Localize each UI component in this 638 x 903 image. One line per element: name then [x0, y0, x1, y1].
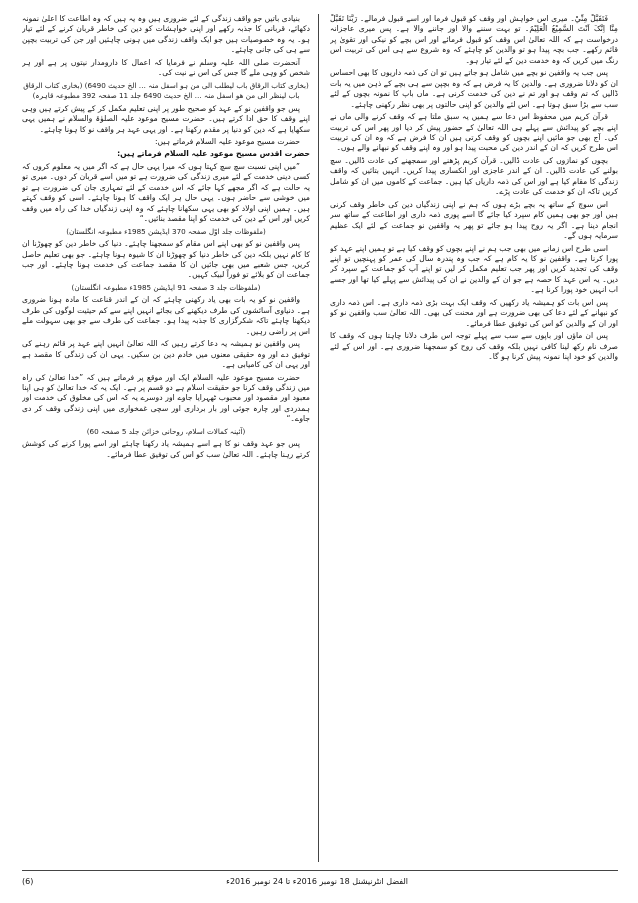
paragraph: قرآن کریم میں محفوظ اس دعا سے ہمیں یہ سبق ملتا ہے کہ وقف کرنے والی ماں نے اپنے بچے کو پیدائش سے پہلے ہی اللہ تعالیٰ کے حضور پیش کر دیا اور پھر اس کی تربیت کی۔ آج بھی جو مائیں اپنے بچوں کو وقف کرتی ہیں ان کا فرض ہے کہ وہ ان کی تربیت اس طرح کریں کہ ان کے اندر دین کی محبت پیدا ہو اور وہ اپنے وقف کو نبھانے والے ہوں۔ [330, 112, 618, 153]
right-column [330, 14, 618, 862]
paragraph: پس واقفین نو ہمیشہ یہ دعا کرتے رہیں کہ اللہ تعالیٰ انہیں اپنے عہد پر قائم رہنے کی توفیق دے اور وہ حقیقی معنوں میں خادم دین بن سکیں۔ یہی ان کی زندگی کا مقصد ہے اور یہی ان کی کامیابی ہے۔ [22, 339, 310, 370]
reference: (آئینہ کمالات اسلام، روحانی خزائن جلد 5 صفحہ 60) [86, 426, 246, 436]
reference: (ملفوظات جلد 3 صفحہ 91 ایڈیشن 1985ء مطبوعہ انگلستان) [71, 282, 261, 292]
paragraph: پس جب یہ واقفین نو بچے میں شامل ہو جاتے ہیں تو ان کی ذمہ داریوں کا بھی احساس ان کو دلانا ضروری ہے۔ والدین کا یہ فرض ہے کہ وہ بچپن سے ہی بچے کے ذہن میں یہ بات ڈالیں کہ تم وقف ہو اور تم نے دین کی خدمت کرنی ہے۔ ماں باپ کا نمونہ بچوں کے لئے سب سے بڑا سبق ہوتا ہے۔ اس لئے والدین کو اپنی حالتوں پر بھی نظر رکھنی چاہئے۔ [330, 68, 618, 109]
section-heading: حضرت اقدس مسیح موعود علیہ السلام فرماتے ہیں: [117, 149, 310, 159]
text-columns [22, 14, 618, 862]
paragraph: بنیادی باتیں جو واقف زندگی کے لئے ضروری ہیں وہ یہ ہیں کہ وہ اطاعت کا اعلیٰ نمونہ دکھائے، قربانی کا جذبہ رکھے اور اپنی خواہشات کو دین کی خاطر قربان کرنے کے لئے تیار ہو۔ یہ وہ خصوصیات ہیں جو ایک واقف زندگی میں ہونی چاہئیں اور جن کی تربیت بچپن سے ہی کی جانی چاہئے۔ [22, 14, 310, 55]
page-footer [22, 870, 618, 889]
reference: (بخاری کتاب الرقاق باب لیطلب الی من ہو اسفل منہ … الخ حدیث 6490) (بخاری کتاب الرقاق باب لینظر الی من ھو اسفل منہ … الخ حدیث 6490 جلد 11 صفحہ 392 مطبوعہ قاہرہ) [23, 80, 309, 101]
column-divider [318, 14, 319, 862]
paragraph: آنحضرت صلی اللہ علیہ وسلم نے فرمایا کہ اعمال کا دارومدار نیتوں پر ہے اور ہر شخص کو وہی ملے گا جس کی اس نے نیت کی۔ [22, 57, 310, 78]
paragraph: حضرت مسیح موعود علیہ السلام ایک اور موقع پر فرماتے ہیں کہ ”خدا تعالیٰ کی راہ میں زندگی وقف کرنا جو حقیقت اسلام ہے دو قسم پر ہے۔ ایک یہ کہ خدا تعالیٰ کو ہی اپنا معبود اور مقصود اور محبوب ٹھہرایا جاوے اور دوسرے یہ کہ اس کی مخلوق کی خدمت اور ہمدردی اور چارہ جوئی اور بار برداری اور سچی غمخواری میں اپنی زندگی وقف کر دی جاوے۔“ [22, 372, 310, 424]
paragraph: واقفین نو کو یہ بات بھی یاد رکھنی چاہئے کہ ان کے اندر قناعت کا مادہ ہونا ضروری ہے۔ دنیاوی آسائشوں کی طرف دیکھنے کی بجائے انہیں اپنے سے کم حیثیت لوگوں کی طرف دیکھنا چاہئے تاکہ شکرگزاری کا جذبہ پیدا ہو۔ جماعت کی طرف سے جو بھی سہولت ملے اس پر راضی رہیں۔ [22, 295, 310, 336]
paragraph: بچوں کو نمازوں کی عادت ڈالیں۔ قرآن کریم پڑھنے اور سمجھنے کی عادت ڈالیں۔ سچ بولنے کی عادت ڈالیں۔ ان کے اندر عاجزی اور انکساری پیدا کریں۔ انہیں بتائیں کہ واقف زندگی کا مقام کیا ہے اور اس کی ذمہ داریاں کیا ہیں۔ جماعت کے کاموں میں ان کو شامل کریں تاکہ ان کو خدمت کی عادت پڑے۔ [330, 155, 618, 197]
paragraph: فَتَقَبَّلْ مِنِّيْ۔ میری اس خواہش اور وقف کو قبول فرما اور اسے قبول فرمالے۔ رَبَّنَا تَقَبَّلْ مِنَّا اِنَّکَ اَنْتَ السَّمِیْعُ الْعَلِیْمُ۔ تو بہت سننے والا اور جاننے والا ہے۔ پس میری عاجزانہ درخواست ہے کہ اللہ تعالیٰ اس وقف کو قبول فرمائے اور اس بچے کو نیکی اور تقویٰ پر قائم رکھے۔ جب بچہ پیدا ہو تو والدین کو چاہئے کہ وہ شروع سے ہی اس کی تربیت اس رنگ میں کریں کہ وہ خدمت دین کے لئے تیار ہو۔ [330, 14, 618, 65]
page-number: (6) [22, 876, 34, 886]
paragraph: اسی طرح اس زمانے میں بھی جب ہم نے اپنے بچوں کو وقف کیا ہے تو ہمیں اپنے عہد کو پورا کرنا ہے۔ واقفین نو کا یہ کام ہے کہ جب وہ پندرہ سال کی عمر کو پہنچیں تو اپنے وقف کی تجدید کریں اور پھر جب تعلیم مکمل کر لیں تو اپنے آپ کو جماعت کے سپرد کر دیں۔ یہ اس عہد کا حصہ ہے جو ان کے والدین نے ان کی پیدائش سے پہلے کیا تھا اور جسے اب انہیں خود پورا کرنا ہے۔ [330, 243, 618, 295]
paragraph: پس جو عہد وقف نو کا ہے اسے ہمیشہ یاد رکھنا چاہئے اور اسے پورا کرنے کی کوشش کرتے رہنا چاہئے۔ اللہ تعالیٰ سب کو اس کی توفیق عطا فرمائے۔ [22, 439, 310, 459]
issue-line: الفضل انٹرنیشنل 18 نومبر 2016ء تا 24 نومبر 2016ء [226, 876, 408, 886]
left-column [22, 14, 310, 862]
paragraph: اس سوچ کے ساتھ یہ بچے بڑے ہوں کہ ہم نے اپنی زندگیاں دین کی خاطر وقف کرنی ہیں اور جو بھی ہمیں کام سپرد کیا جائے گا اسے پوری ذمہ داری اور اطاعت کے ساتھ سر انجام دینا ہے۔ اگر یہ روح پیدا ہو جائے تو پھر یہ واقفین نو جماعت کے لئے ایک عظیم سرمایہ ہوں گے۔ [330, 199, 618, 241]
paragraph: پس ان ماؤں اور باپوں سے سب سے پہلے توجہ اس طرف دلانا چاہتا ہوں کہ وقف کا صرف نام رکھ لینا کافی نہیں بلکہ وقف کی روح کو سمجھنا ضروری ہے۔ اور اس کے لئے والدین کو خود اپنا نمونہ پیش کرنا ہو گا۔ [330, 331, 618, 362]
reference: (ملفوظات جلد اوّل صفحہ 370 ایڈیشن 1985ء مطبوعہ انگلستان) [66, 226, 266, 236]
paragraph: پس جو واقفین نو کے عہد کو صحیح طور پر اپنی تعلیم مکمل کر کے پیش کرتے ہیں وہی اپنے وقف کا حق ادا کرتے ہیں۔ حضرت مسیح موعود علیہ الصلوٰۃ والسلام نے ہمیں یہی سکھایا ہے کہ دین کو دنیا پر مقدم رکھنا ہے۔ اور یہی عہد ہر واقف نو کا ہونا چاہئے۔ [22, 103, 310, 134]
paragraph: حضرت مسیح موعود علیہ السلام فرماتے ہیں: [154, 136, 300, 146]
quote: ”میں اپنی نسبت سچ سچ کہتا ہوں کہ میرا یہی حال ہے کہ اگر میں یہ معلوم کروں کہ کسی دینی خدمت کے لئے میری زندگی کی ضرورت ہے تو میں اسے قربان کر دوں۔ میری تو یہ حالت ہے کہ اگر مجھے کہا جائے کہ اس خدمت کے لئے تمہاری جان کی ضرورت ہے تو میں خوشی سے حاضر ہوں۔ یہی حال ہر ایک واقف کا ہونا چاہئے۔ اسی کو وقف کہتے ہیں۔ ہمیں اپنی اولاد کو بھی یہی سکھانا چاہئے کہ وہ اپنی زندگیاں خدا کی راہ میں وقف کریں اور اس کے دین کی خدمت کو اپنا مقصد بنائیں۔“ [22, 161, 310, 224]
paragraph: پس واقفین نو کو بھی اپنے اس مقام کو سمجھنا چاہئے۔ دنیا کی خاطر دین کو چھوڑنا ان کا کام نہیں بلکہ دین کی خاطر دنیا کو چھوڑنا ان کا شیوہ ہونا چاہئے۔ جو بھی تعلیم حاصل کریں، جس شعبے میں بھی جائیں ان کا مقصد جماعت کی خدمت ہونا چاہئے۔ اور جب جماعت ان کو بلائے تو فوراً لبیک کہیں۔ [22, 239, 310, 280]
paragraph: پس اس بات کو ہمیشہ یاد رکھیں کہ وقف ایک بہت بڑی ذمہ داری ہے۔ اس ذمہ داری کو نبھانے کے لئے دعا کی بھی ضرورت ہے اور محنت کی بھی۔ اللہ تعالیٰ سب واقفین نو کو اور ان کے والدین کو اس کی توفیق عطا فرمائے۔ [330, 297, 618, 328]
